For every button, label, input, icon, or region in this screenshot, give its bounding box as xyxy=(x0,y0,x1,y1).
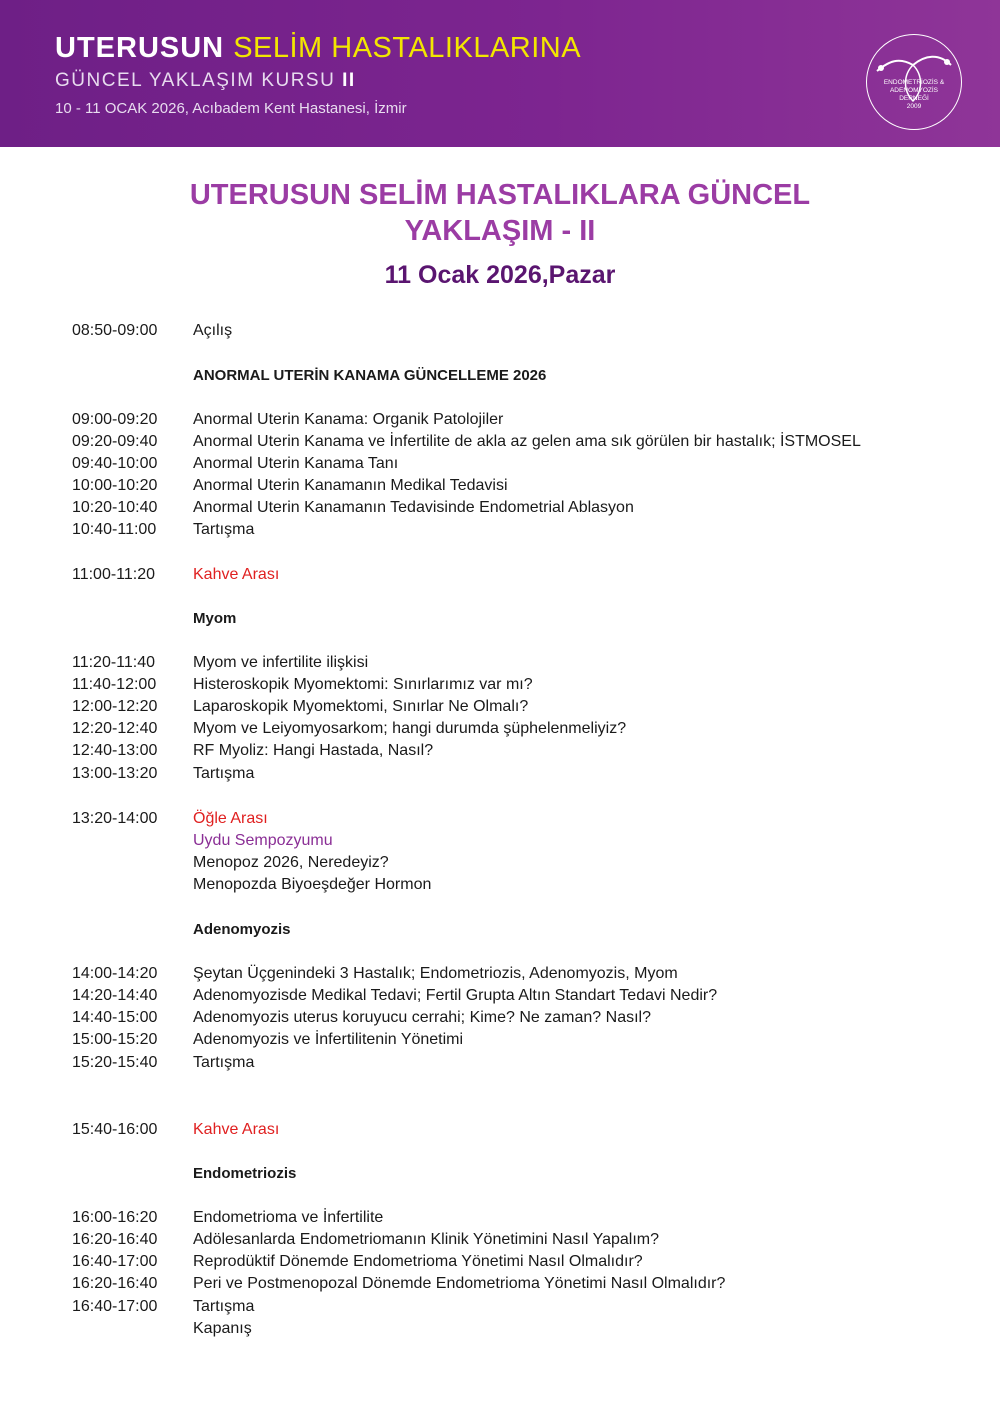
banner-subtitle-text: GÜNCEL YAKLAŞIM KURSU xyxy=(55,70,336,91)
lunch-break: Öğle Arası xyxy=(193,810,268,827)
session-time: 09:40-10:00 xyxy=(72,455,158,472)
session-time: 16:00-16:20 xyxy=(72,1209,158,1226)
logo-text-line: ENDOMETRİOZİS & xyxy=(883,79,945,86)
session-title: Tartışma xyxy=(193,1054,255,1071)
session-title: Tartışma xyxy=(193,765,255,782)
session-time: 09:20-09:40 xyxy=(72,433,158,450)
session-time: 10:20-10:40 xyxy=(72,499,158,516)
session-time: 10:40-11:00 xyxy=(72,521,157,538)
session-title: Anormal Uterin Kanama ve İnfertilite de akla az gelen ama sık görülen bir hastalık; İSTMOSEL xyxy=(193,433,861,450)
session-time: 13:00-13:20 xyxy=(72,765,158,782)
session-title: Peri ve Postmenopozal Dönemde Endometrioma Yönetimi Nasıl Olmalıdır? xyxy=(193,1275,726,1292)
session-title: Tartışma xyxy=(193,1298,255,1315)
banner-subtitle-num: II xyxy=(342,70,356,91)
session-title: Endometrioma ve İnfertilite xyxy=(193,1209,384,1226)
coffee-break: Kahve Arası xyxy=(193,566,280,583)
session-title: RF Myoliz: Hangi Hastada, Nasıl? xyxy=(193,742,434,759)
session-time: 09:00-09:20 xyxy=(72,411,158,428)
logo-text-line: DERNEĞİ xyxy=(899,95,929,102)
session-time: 16:40-17:00 xyxy=(72,1253,158,1270)
section-header: ANORMAL UTERİN KANAMA GÜNCELLEME 2026 xyxy=(193,367,547,384)
session-title: Anormal Uterin Kanama Tanı xyxy=(193,455,399,472)
session-time: 12:40-13:00 xyxy=(72,742,158,759)
section-header: Myom xyxy=(193,610,237,627)
session-title: Anormal Uterin Kanamanın Medikal Tedavisi xyxy=(193,477,508,494)
session-time: 14:00-14:20 xyxy=(72,965,158,982)
session-title: Histeroskopik Myomektomi: Sınırlarımız var mı? xyxy=(193,676,533,693)
logo-text-line: 2009 xyxy=(906,103,922,110)
banner-title xyxy=(55,32,581,65)
association-logo xyxy=(866,34,962,130)
session-title: Menopozda Biyoeşdeğer Hormon xyxy=(193,876,432,893)
session-time: 15:20-15:40 xyxy=(72,1054,158,1071)
session-title: Şeytan Üçgenindeki 3 Hastalık; Endometriozis, Adenomyozis, Myom xyxy=(193,965,678,982)
session-title: Laparoskopik Myomektomi, Sınırlar Ne Olmalı? xyxy=(193,698,529,715)
session-time: 16:40-17:00 xyxy=(72,1298,158,1315)
logo-text-line: ADENOMYOZİS xyxy=(889,87,939,94)
session-title: Anormal Uterin Kanamanın Tedavisinde Endometrial Ablasyon xyxy=(193,499,634,516)
header-banner xyxy=(0,0,1000,147)
session-time: 14:40-15:00 xyxy=(72,1009,158,1026)
page-title-line2: YAKLAŞIM - II xyxy=(404,215,596,247)
session-title: Adölesanlarda Endometriomanın Klinik Yönetimini Nasıl Yapalım? xyxy=(193,1231,660,1248)
session-title: Reprodüktif Dönemde Endometrioma Yönetimi Nasıl Olmalıdır? xyxy=(193,1253,643,1270)
session-title: Adenomyozis ve İnfertilitenin Yönetimi xyxy=(193,1031,464,1048)
banner-title-part1: UTERUSUN xyxy=(55,32,225,64)
logo-text xyxy=(867,79,961,111)
session-time: 12:00-12:20 xyxy=(72,698,158,715)
session-title: Adenomyozis uterus koruyucu cerrahi; Kime? Ne zaman? Nasıl? xyxy=(193,1009,651,1026)
satellite-symposium: Uydu Sempozyumu xyxy=(193,832,333,849)
closing: Kapanış xyxy=(193,1320,252,1337)
session-title: Açılış xyxy=(193,322,233,339)
session-title: Anormal Uterin Kanama: Organik Patolojiler xyxy=(193,411,504,428)
page-date: 11 Ocak 2026,Pazar xyxy=(384,261,616,289)
page-title xyxy=(100,177,900,249)
session-time: 12:20-12:40 xyxy=(72,720,158,737)
banner-subtitle xyxy=(55,70,356,92)
section-header: Adenomyozis xyxy=(193,921,291,938)
session-time: 15:40-16:00 xyxy=(72,1121,158,1138)
session-time: 08:50-09:00 xyxy=(72,322,158,339)
session-time: 13:20-14:00 xyxy=(72,810,158,827)
session-title: Myom ve infertilite ilişkisi xyxy=(193,654,369,671)
session-time: 10:00-10:20 xyxy=(72,477,158,494)
session-time: 14:20-14:40 xyxy=(72,987,158,1004)
session-title: Menopoz 2026, Neredeyiz? xyxy=(193,854,389,871)
session-time: 16:20-16:40 xyxy=(72,1231,158,1248)
session-title: Adenomyozisde Medikal Tedavi; Fertil Grupta Altın Standart Tedavi Nedir? xyxy=(193,987,718,1004)
section-header: Endometriozis xyxy=(193,1165,297,1182)
session-time: 15:00-15:20 xyxy=(72,1031,158,1048)
banner-title-part2: SELİM HASTALIKLARINA xyxy=(233,32,582,64)
session-time: 11:40-12:00 xyxy=(72,676,157,693)
session-title: Myom ve Leiyomyosarkom; hangi durumda şüphelenmeliyiz? xyxy=(193,720,627,737)
session-title: Tartışma xyxy=(193,521,255,538)
coffee-break: Kahve Arası xyxy=(193,1121,280,1138)
session-time: 16:20-16:40 xyxy=(72,1275,158,1292)
page-title-line1: UTERUSUN SELİM HASTALIKLARA GÜNCEL xyxy=(189,179,811,211)
session-time: 11:00-11:20 xyxy=(72,566,156,583)
banner-date-place: 10 - 11 OCAK 2026, Acıbadem Kent Hastanesi, İzmir xyxy=(55,100,407,117)
session-time: 11:20-11:40 xyxy=(72,654,156,671)
